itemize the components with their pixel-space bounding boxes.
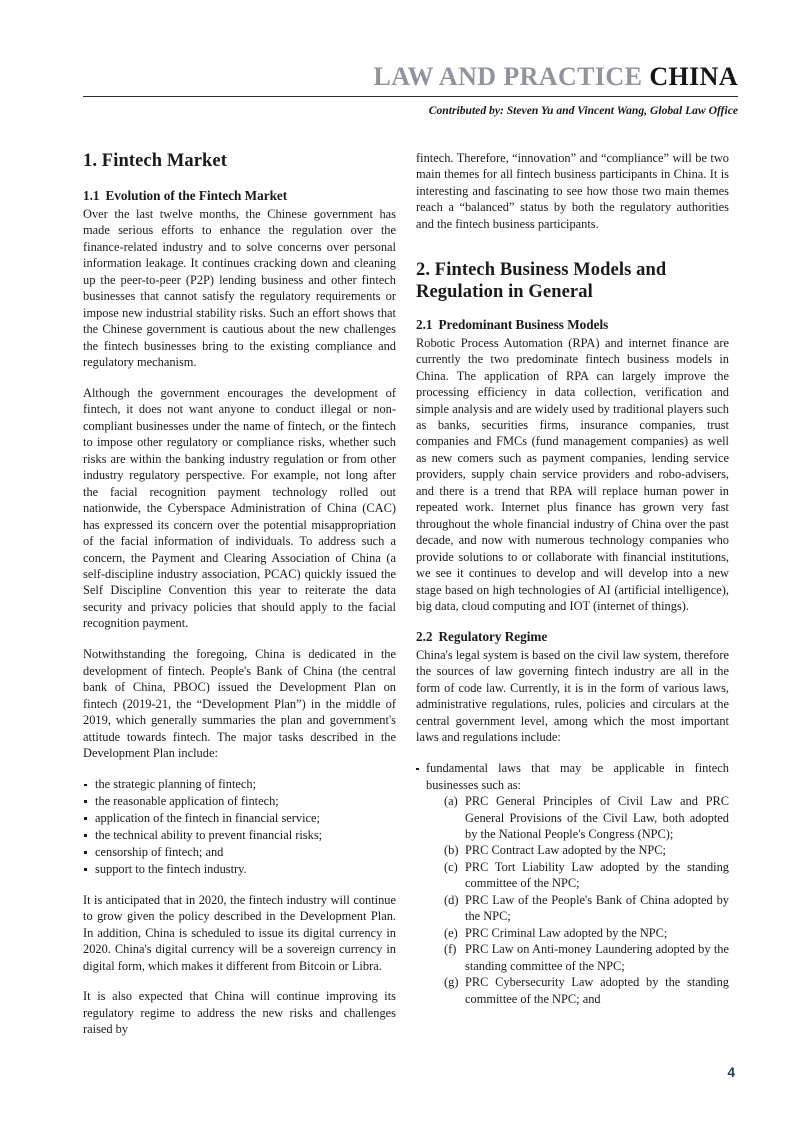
contributed-by-line (83, 103, 738, 118)
paragraph-continued: fintech. Therefore, “innovation” and “compliance” will be two main themes for all fintech business participants in China. It is interesting and fascinating to see how those two main themes reach a “balanced” status by both the regulatory authorities and the fintech business participants. (416, 151, 729, 231)
subsection-number-2-1: 2.1 (416, 316, 433, 332)
list-item (416, 760, 729, 1007)
header-divider (83, 96, 738, 97)
subsection-heading-2-2 (416, 629, 729, 645)
list-item (444, 925, 729, 941)
list-item-marker: (b) (444, 843, 459, 858)
regulations-list (416, 760, 729, 1007)
list-item (444, 842, 729, 858)
list-item (444, 941, 729, 974)
section-heading-2: 2. Fintech Business Models and Regulation in General (416, 259, 667, 302)
page-header (83, 62, 738, 118)
list-item: censorship of fintech; and (83, 844, 396, 860)
list-item-label: PRC Tort Liability Law adopted by the standing committee of the NPC; (465, 859, 729, 891)
list-item: support to the fintech industry. (83, 861, 396, 877)
list-item-label: PRC Criminal Law adopted by the NPC; (465, 925, 668, 940)
contributed-by-names: Steven Yu and Vincent Wang, Global Law Office (506, 104, 738, 117)
list-item-marker: (e) (444, 925, 458, 940)
subsection-number-2-2: 2.2 (416, 628, 433, 644)
paragraph-1-1-e: It is also expected that China will continue improving its regulatory regime to address the new risks and challenges raised by (83, 989, 396, 1037)
paragraph-1-1-c: Notwithstanding the foregoing, China is dedicated in the development of fintech. People's Bank of China (the central bank of China, PBOC) issued the Development Plan on fintech (2019-21, the “Development Plan”) in the middle of 2019, which generally summaries the plan and government's attitude towards fintech. The major tasks described in the Development Plan include: (83, 647, 396, 761)
list-item-label: fundamental laws that may be applicable in fintech businesses such as: (426, 761, 729, 792)
list-item (444, 793, 729, 842)
list-item (444, 974, 729, 1007)
list-item-marker: (c) (444, 859, 458, 874)
header-title-main: LAW AND PRACTICE (373, 62, 643, 91)
contributed-by-label: Contributed by: (428, 104, 504, 117)
right-column (416, 150, 729, 1007)
list-item: the technical ability to prevent financial risks; (83, 827, 396, 843)
list-item-label: PRC Contract Law adopted by the NPC; (465, 843, 666, 858)
list-item-label: PRC General Principles of Civil Law and PRC General Provisions of the Civil Law, both adopted by the National People's Congress (NPC); (465, 794, 729, 841)
paragraph-1-1-d: It is anticipated that in 2020, the fintech industry will continue to grow given the policy described in the Development Plan. In addition, China is scheduled to issue its digital currency in 2020. China's digital currency will be a sovereign currency in digital form, which makes it different from Bitcoin or Libra. (83, 892, 396, 973)
section-heading-1: 1. Fintech Market (83, 151, 228, 171)
list-item-marker: (f) (444, 942, 457, 957)
list-item-label: PRC Law of the People's Bank of China adopted by the NPC; (465, 892, 729, 924)
list-item: the reasonable application of fintech; (83, 793, 396, 809)
list-item: the strategic planning of fintech; (83, 776, 396, 792)
list-item: application of the fintech in financial service; (83, 810, 396, 826)
subsection-title-2-1: Predominant Business Models (438, 316, 609, 332)
paragraph-2-1: Robotic Process Automation (RPA) and internet finance are currently the two predominate fintech business models in China. The application of RPA can largely improve the processing efficiency in data collection, verification and simple analysis and are widely used by traditional players such as banks, securities firms, insurance companies, trust companies and FMCs (fund management companies) as well as new comers such as payment companies, lending service providers, supply chain service providers and robo-advisers, and there is a trend that RPA will replace human power in repeated work. Internet plus finance has grown very fast throughout the whole financial industry of China over the past decade, and now with numerous technology companies who provide solutions to or collaborate with financial institutions, we see it continues to develop and will develop into a new stage based on high technologies of AI (artificial intelligence), big data, cloud computing and IOT (internet of things). (416, 335, 729, 614)
list-item-marker: (d) (444, 892, 459, 907)
header-title (83, 62, 738, 92)
left-column (83, 150, 396, 1038)
subsection-title-1-1: Evolution of the Fintech Market (105, 188, 288, 203)
fundamental-laws-sublist (426, 793, 729, 1007)
paragraph-1-1-b: Although the government encourages the development of fintech, it does not want anyone to conduct illegal or non-compliant businesses under the name of fintech, or the fintech to impose other regulatory or compliance risks, whether such risks are within the banking industry regulation or from other industry regulatory perspective. For example, not long after the facial recognition payment technology rolled out nationwide, the Cyberspace Administration of China (CAC) has expressed its concern over the potential misappropriation of the facial information of individuals. To address such a concern, the Payment and Clearing Association of China (a self-discipline industry association, PCAC) quickly issued the Self Discipline Convention this year to reiterate the data security and privacy policies that should apply to the facial recognition payment. (83, 386, 396, 631)
subsection-title-2-2: Regulatory Regime (438, 628, 548, 644)
development-plan-task-list (83, 776, 396, 877)
subsection-number-1-1: 1.1 (83, 188, 100, 203)
list-item (444, 859, 729, 892)
list-item-marker: (g) (444, 975, 459, 990)
paragraph-2-2: China's legal system is based on the civil law system, therefore the sources of law governing fintech industry are all in the form of code law. Currently, it is in the form of various laws, administrative regulations, rules, policies and circulars at the central government level, among which the most important laws and regulations include: (416, 647, 729, 745)
list-item (444, 892, 729, 925)
subsection-heading-2-1 (416, 317, 729, 333)
header-title-country: CHINA (649, 62, 738, 91)
subsection-heading-1-1 (83, 188, 396, 204)
page-number: 4 (727, 1065, 735, 1080)
list-item-marker: (a) (444, 794, 458, 809)
paragraph-1-1-a: Over the last twelve months, the Chinese government has made serious efforts to enhance the regulation over the finance-related industry and to solve concerns over personal information leakage. It continues cracking down and cleaning up the peer-to-peer (P2P) lending business and other fintech businesses that cannot satisfy the regulatory requirements or impose new industrial stability risks. Such an effort shows that the Chinese government is cautious about the new challenges the fintech businesses bring to the existing compliance and regulatory mechanism. (83, 207, 396, 370)
list-item-label: PRC Cybersecurity Law adopted by the standing committee of the NPC; and (465, 975, 729, 1006)
list-item-label: PRC Law on Anti-money Laundering adopted by the standing committee of the NPC; (465, 942, 729, 973)
section-spacer (416, 247, 729, 259)
